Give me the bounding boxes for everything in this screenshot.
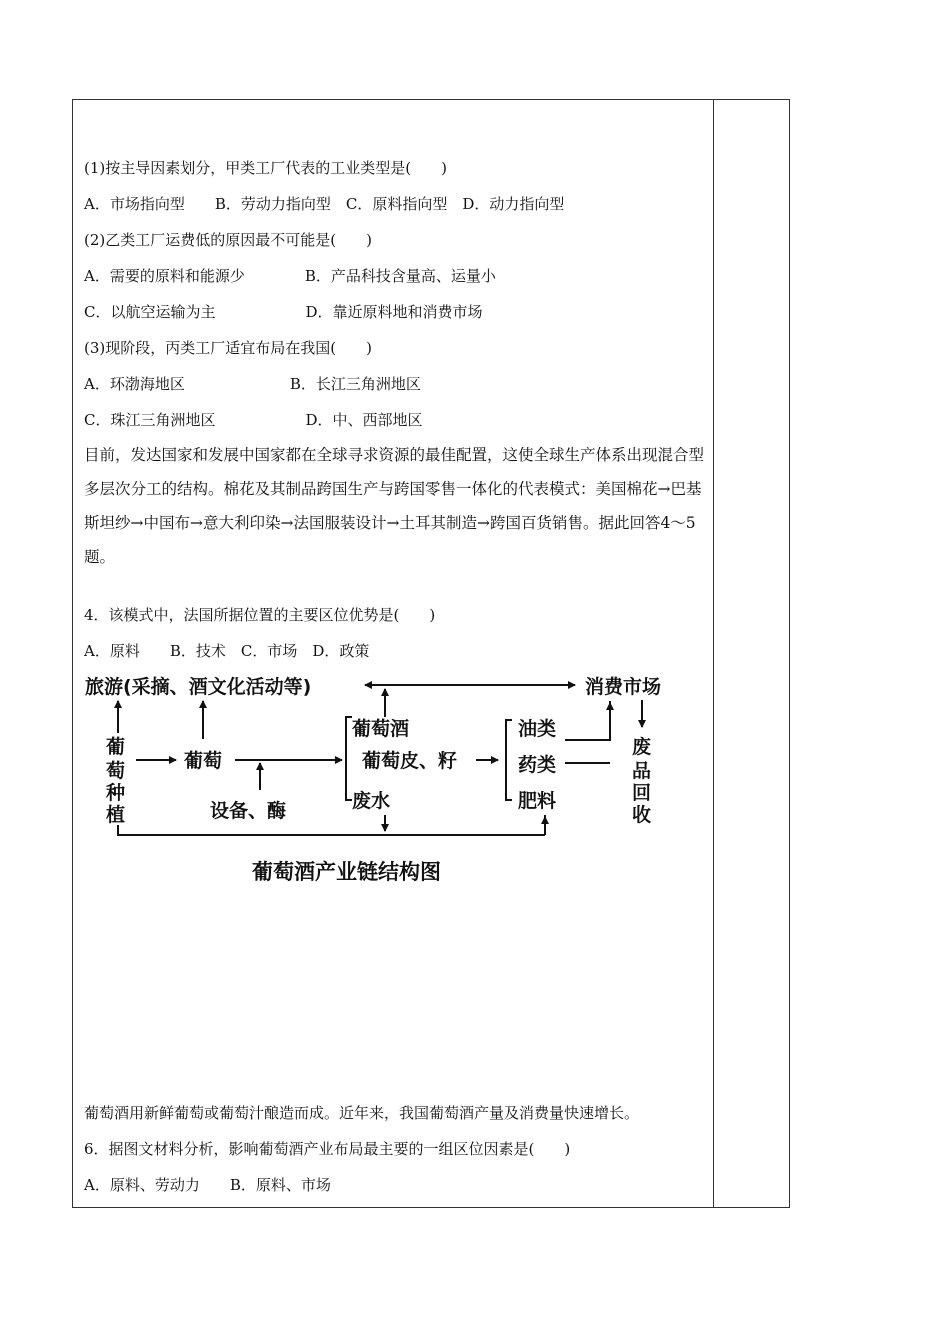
node-planting-1: 葡 [106, 736, 126, 758]
question-1-options: A．市场指向型 B．劳动力指向型 C．原料指向型 D．动力指向型 [84, 195, 565, 213]
question-6-stem: 6．据图文材料分析，影响葡萄酒产业布局最主要的一组区位因素是( ) [84, 1140, 571, 1158]
passage-text: 目前，发达国家和发展中国家都在全球寻求资源的最佳配置，这使全球生产体系出现混合型多层次分工的结构。棉花及其制品跨国生产与跨国零售一体化的代表模式：美国棉花→巴基斯坦纱→中国布→意大利印染→法国服装设计→土耳其制造→跨国百货销售。据此回答4～5题。 [84, 446, 705, 566]
question-4-stem: 4．该模式中，法国所据位置的主要区位优势是( ) [84, 606, 436, 624]
table-column-divider [713, 99, 714, 1208]
question-3-options-cd: C．珠江三角洲地区 D．中、西部地区 [84, 411, 423, 429]
node-wine: 葡萄酒 [352, 718, 410, 740]
question-2-stem: (2)乙类工厂运费低的原因最不可能是( ) [84, 231, 372, 249]
node-equipment-enzyme: 设备、酶 [210, 800, 287, 822]
question-2-options-cd: C．以航空运输为主 D．靠近原料地和消费市场 [84, 303, 483, 321]
node-recycle-1: 废 [632, 736, 652, 758]
question-1-stem: (1)按主导因素划分，甲类工厂代表的工业类型是( ) [84, 159, 447, 177]
node-recycle-3: 回 [632, 782, 652, 804]
question-2-options-ab: A．需要的原料和能源少 B．产品科技含量高、运量小 [84, 267, 496, 285]
question-3-options-ab: A．环渤海地区 B．长江三角洲地区 [84, 375, 421, 393]
node-fertilizer: 肥料 [518, 790, 557, 812]
node-planting-2: 萄 [106, 760, 126, 782]
node-recycle-4: 收 [632, 804, 652, 826]
node-planting-3: 种 [106, 782, 126, 804]
node-wastewater: 废水 [352, 790, 391, 812]
node-skin-seed: 葡萄皮、籽 [362, 750, 458, 772]
node-medicine: 药类 [518, 754, 557, 776]
question-3-stem: (3)现阶段，丙类工厂适宜布局在我国( ) [84, 339, 372, 357]
question-6-intro: 葡萄酒用新鲜葡萄或葡萄汁酿造而成。近年来，我国葡萄酒产量及消费量快速增长。 [84, 1104, 640, 1122]
node-recycle-2: 品 [632, 760, 652, 782]
diagram-title: 葡萄酒产业链结构图 [252, 860, 441, 884]
wine-industry-chain-diagram [80, 665, 700, 895]
node-consumer-market: 消费市场 [585, 676, 662, 698]
node-grape: 葡萄 [184, 750, 223, 772]
node-planting-4: 植 [106, 804, 126, 826]
question-6-options: A．原料、劳动力 B．原料、市场 [84, 1176, 331, 1194]
node-oils: 油类 [518, 718, 557, 740]
question-4-options: A．原料 B．技术 C．市场 D．政策 [84, 642, 370, 660]
node-tourism: 旅游(采摘、酒文化活动等) [85, 676, 312, 698]
